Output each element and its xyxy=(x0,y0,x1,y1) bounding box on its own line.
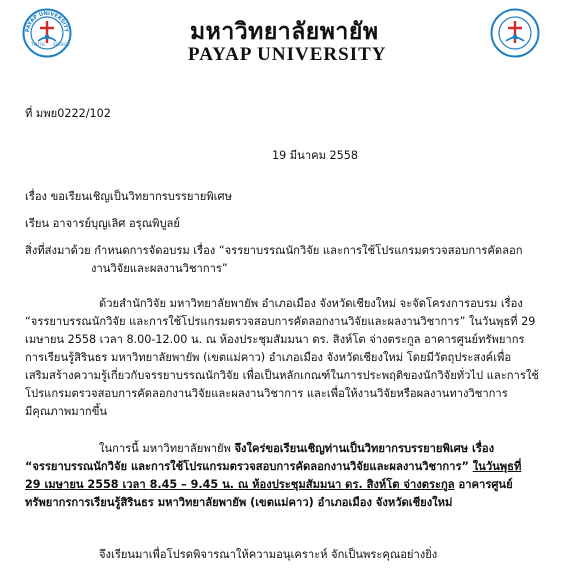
svg-text:PAYAP UNIVERSITY: PAYAP UNIVERSITY xyxy=(24,10,70,33)
enclosure-line-2: งานวิจัยและผลงานวิชาการ” xyxy=(91,262,228,275)
invitation-line-2 xyxy=(25,459,521,474)
paragraph-line: มีคุณภาพมากขึ้น xyxy=(25,405,107,418)
invitation-intro: ในการนี้ มหาวิทยาลัยพายัพ xyxy=(99,442,235,455)
paragraph-line: โปรแกรมตรวจสอบการคัดลอกงานวิจัยและผลงานวิชาการ และเพื่อให้งานวิจัยหรือผลงานทางวิชาการ xyxy=(25,387,508,400)
document-number: ที่ มพย0222/102 xyxy=(25,107,111,120)
document-subject: เรื่อง ขอเรียนเชิญเป็นวิทยากรบรรยายพิเศษ xyxy=(25,190,232,203)
paragraph-line: “จรรยาบรรณนักวิจัย และการใช้โปรแกรมตรวจสอบการคัดลอกงานวิจัยและผลงานวิชาการ” ในวันพุธที่ 29 xyxy=(25,315,536,328)
enclosure-line-1: สิ่งที่ส่งมาด้วย กำหนดการจัดอบรม เรื่อง “จรรยาบรรณนักวิจัย และการใช้โปรแกรมตรวจสอบการคัดลอก xyxy=(25,244,523,257)
university-name-thai: มหาวิทยาลัยพายัพ xyxy=(190,18,379,45)
invitation-day: ในวันพุธที่ xyxy=(472,460,522,473)
university-name-english: PAYAP UNIVERSITY xyxy=(188,44,387,65)
paragraph-line: ด้วยสำนักวิจัย มหาวิทยาลัยพายัพ อำเภอเมือง จังหวัดเชียงใหม่ จะจัดโครงการอบรม เรื่อง xyxy=(99,297,523,310)
invitation-request: จึงใคร่ขอเรียนเชิญท่านเป็นวิทยากรบรรยายพิเศษ เรื่อง xyxy=(234,442,495,455)
payap-seal-icon xyxy=(22,8,72,58)
paragraph-line: เสริมสร้างความรู้เกี่ยวกับจรรยาบรรณนักวิจัย เพื่อเป็นหลักเกณฑ์ในการประพฤติของนักวิจัยทั่วไป และการใช้ xyxy=(25,369,539,382)
invitation-topic: “จรรยาบรรณนักวิจัย และการใช้โปรแกรมตรวจสอบการคัดลอกงานวิจัยและผลงานวิชาการ” xyxy=(25,460,473,473)
invitation-line-1 xyxy=(99,441,494,456)
paragraph-line: เมษายน 2558 เวลา 8.00-12.00 น. ณ ห้องประชุมสัมมนา ดร. สิงห์โต จ่างตระกูล อาคารศูนย์ทรัพยากร xyxy=(25,333,525,346)
invitation-line-3 xyxy=(25,477,513,492)
invitation-location: ทรัพยากรการเรียนรู้สิรินธร มหาวิทยาลัยพายัพ (เขตแม่คาว) อำเภอเมือง จังหวัดเชียงใหม่ xyxy=(25,496,453,509)
invitation-building: อาคารศูนย์ xyxy=(454,478,513,491)
payap-seal-thai-icon xyxy=(490,8,540,58)
document-date: 19 มีนาคม 2558 xyxy=(272,149,358,162)
paragraph-line: การเรียนรู้สิรินธร มหาวิทยาลัยพายัพ (เขตแม่คาว) อำเภอเมือง จังหวัดเชียงใหม่ โดยมีวัตถุประสงค์เพื่อ xyxy=(25,351,512,364)
university-logo-left xyxy=(22,8,72,58)
svg-text:SERVICE: SERVICE xyxy=(53,42,70,47)
svg-text:TRUTH: TRUTH xyxy=(31,42,45,47)
closing-sentence: จึงเรียนมาเพื่อโปรดพิจารณาให้ความอนุเคราะห์ จักเป็นพระคุณอย่างยิ่ง xyxy=(99,548,438,561)
document-recipient: เรียน อาจารย์บุญเลิศ อรุณพิบูลย์ xyxy=(25,217,180,230)
invitation-line-4 xyxy=(25,495,452,510)
invitation-datetime-venue: 29 เมษายน 2558 เวลา 8.45 – 9.45 น. ณ ห้องประชุมสัมมนา ดร. สิงห์โต จ่างตระกูล xyxy=(25,478,455,491)
university-logo-right xyxy=(490,8,540,58)
